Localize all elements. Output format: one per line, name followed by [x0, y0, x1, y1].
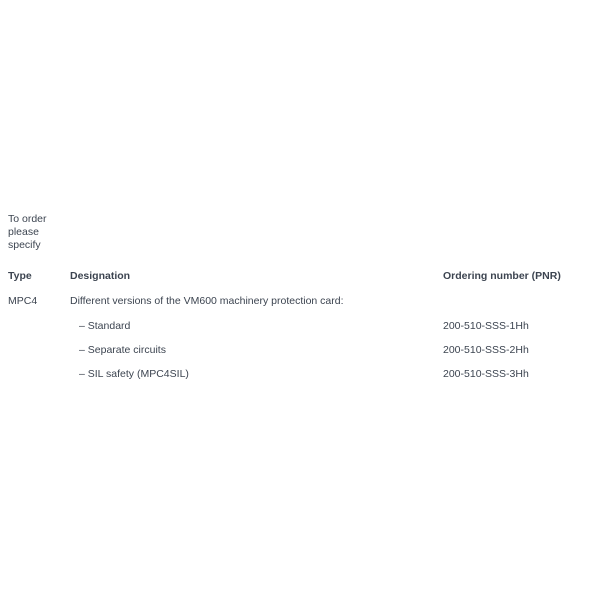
column-header-designation: Designation [70, 270, 131, 282]
cell-pnr: 200-510-SSS-3Hh [443, 368, 529, 380]
cell-designation-intro: Different versions of the VM600 machinery protection card: [70, 295, 344, 307]
column-header-ordering-number: Ordering number (PNR) [443, 270, 561, 282]
cell-pnr: 200-510-SSS-1Hh [443, 320, 529, 332]
cell-pnr: 200-510-SSS-2Hh [443, 344, 529, 356]
order-note-line-3: specify [8, 239, 41, 251]
table-row [8, 368, 592, 392]
order-note-line-2: please [8, 226, 39, 238]
table-header-row [8, 270, 592, 295]
cell-designation: – Separate circuits [79, 344, 166, 356]
table-row [8, 344, 592, 368]
cell-designation: – SIL safety (MPC4SIL) [79, 368, 189, 380]
table-row [8, 320, 592, 344]
cell-type-mpc4: MPC4 [8, 295, 38, 307]
table-row [8, 295, 592, 320]
order-instruction-note [8, 213, 68, 252]
ordering-table [8, 270, 592, 392]
cell-designation: – Standard [79, 320, 131, 332]
order-note-line-1: To order [8, 213, 47, 225]
column-header-type: Type [8, 270, 32, 282]
